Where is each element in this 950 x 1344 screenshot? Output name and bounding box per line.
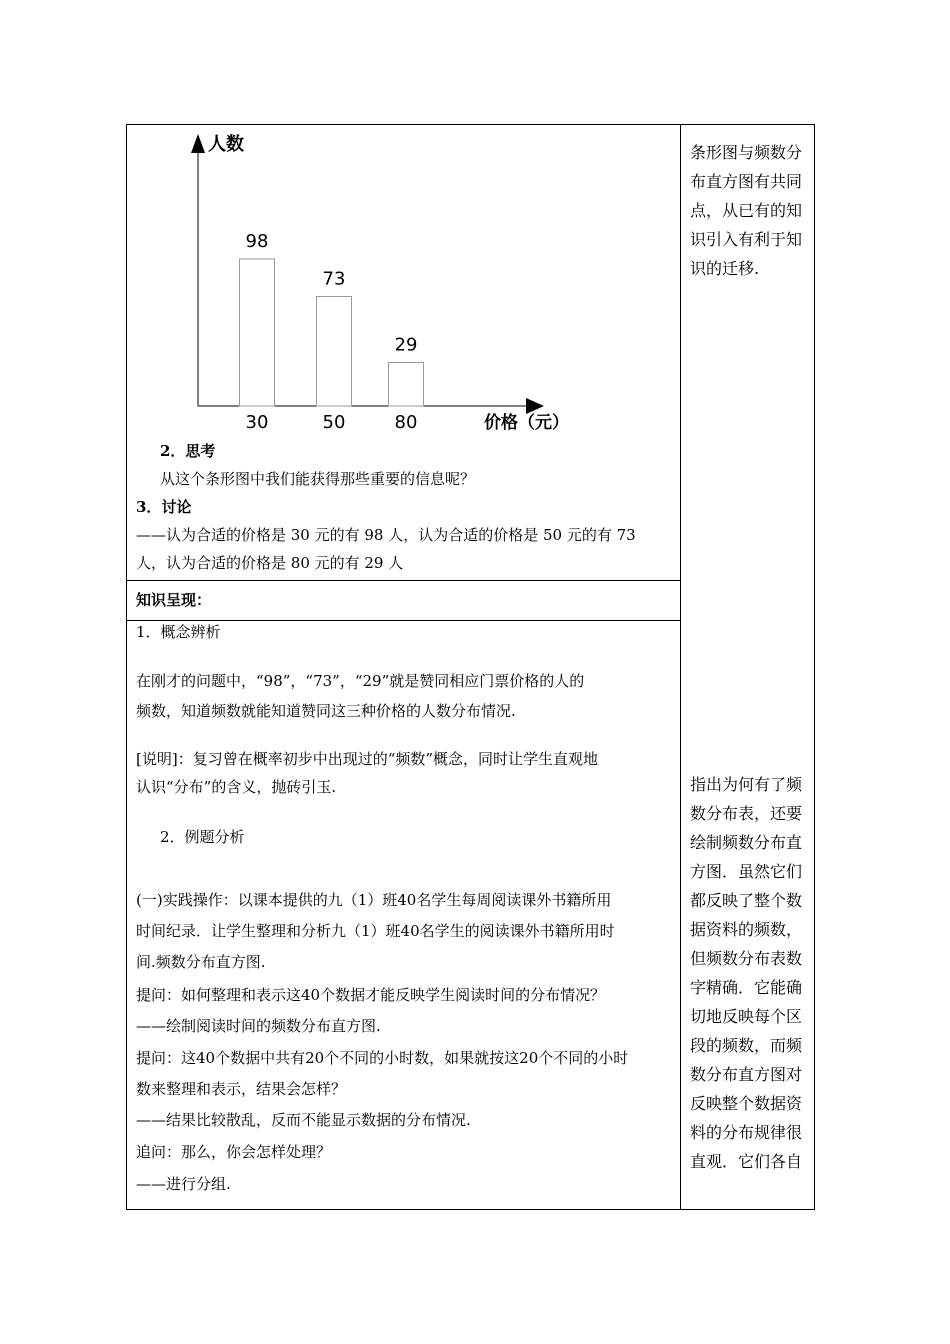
y-axis-label: 人数 <box>208 134 244 155</box>
think-text: 从这个条形图中我们能获得那些重要的信息呢？ <box>160 470 476 488</box>
example-heading: 2．例题分析 <box>160 828 245 846</box>
concept-line: 在刚才的问题中，“98”，“73”，“29”就是赞同相应门票价格的人的 <box>136 672 585 690</box>
y-axis-arrow <box>191 134 205 153</box>
bar-value-label: 73 <box>322 268 346 290</box>
side-note-1: 条形图与频数分布直方图有共同点，从已有的知识引入有利于知识的迁移. <box>690 143 803 278</box>
x-tick-label: 80 <box>394 412 418 433</box>
question-text: 数来整理和表示，结果会怎样？ <box>136 1080 347 1098</box>
practice-line: 间.频数分布直方图. <box>136 953 266 971</box>
discuss-heading: 3．讨论 <box>136 498 192 516</box>
discuss-line: 人，认为合适的价格是 80 元的有 29 人 <box>136 554 404 572</box>
knowledge-heading: 知识呈现： <box>136 591 212 609</box>
side-note-2: 指出为何有了频数分布表，还要绘制频数分布直方图．虽然它们都反映了整个数据资料的频数，但频数分布表数字精确．它能确切地反映每个区段的频数，而频数分布直方图对反映整个数据资料的分布规律很直观．它们各自 <box>690 775 803 1171</box>
note-line: 认识“分布”的含义，抛砖引玉. <box>136 778 337 796</box>
bar-chart <box>126 126 680 438</box>
bar-80 <box>389 363 424 407</box>
question-text: 追问：那么，你会怎样处理？ <box>136 1143 332 1161</box>
x-axis-label: 价格（元） <box>484 413 569 433</box>
answer-text: ——进行分组. <box>136 1175 231 1193</box>
bar-50 <box>317 297 352 407</box>
question-text: 提问：如何整理和表示这40个数据才能反映学生阅读时间的分布情况？ <box>136 986 606 1004</box>
column-divider <box>680 124 681 1210</box>
bar-value-label: 98 <box>245 231 269 252</box>
x-tick-label: 50 <box>322 412 346 433</box>
note-line: [说明]：复习曾在概率初步中出现过的“频数”概念，同时让学生直观地 <box>136 750 599 768</box>
discuss-line: ——认为合适的价格是 30 元的有 98 人，认为合适的价格是 50 元的有 73 <box>136 526 636 544</box>
practice-line: 时间纪录．让学生整理和分析九（1）班40名学生的阅读课外书籍所用时 <box>136 922 615 940</box>
x-tick-label: 30 <box>245 412 269 433</box>
concept-heading: 1．概念辨析 <box>136 623 221 641</box>
concept-line: 频数，知道频数就能知道赞同这三种价格的人数分布情况. <box>136 702 516 720</box>
row-divider-1 <box>126 580 681 581</box>
answer-text: ——结果比较散乱，反而不能显示数据的分布情况. <box>136 1111 471 1129</box>
x-axis-arrow <box>526 398 544 414</box>
bar-value-label: 29 <box>394 334 418 356</box>
answer-text: ——绘制阅读时间的频数分布直方图. <box>136 1017 381 1035</box>
bar-30 <box>240 259 275 406</box>
think-heading: 2．思考 <box>160 442 216 460</box>
question-text: 提问：这40个数据中共有20个不同的小时数，如果就按这20个不同的小时 <box>136 1049 629 1067</box>
practice-line: (一)实践操作：以课本提供的九（1）班40名学生每周阅读课外书籍所用 <box>136 891 612 909</box>
